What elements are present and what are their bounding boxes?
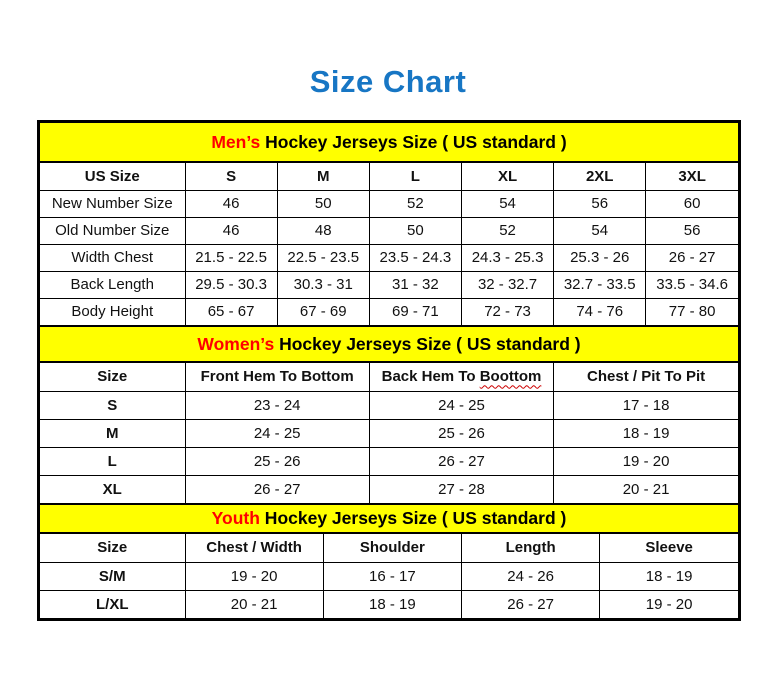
column-header-misspelled	[369, 363, 553, 391]
section-accent-mens: Men’s	[211, 131, 261, 152]
row-label: S/M	[40, 562, 185, 590]
table-row	[40, 244, 738, 271]
table-cell: 69 - 71	[369, 298, 461, 325]
table-row	[40, 217, 738, 244]
table-cell: 23 - 24	[185, 391, 369, 419]
table-cell: 50	[369, 217, 461, 244]
column-header: 2XL	[554, 163, 646, 190]
table-cell: 50	[277, 190, 369, 217]
table-cell: 25 - 26	[185, 447, 369, 475]
column-header-text: Back Hem To	[381, 368, 480, 386]
table-cell: 20 - 21	[185, 590, 323, 618]
page-title: Size Chart	[309, 64, 467, 99]
row-label: L	[40, 447, 185, 475]
row-label: S	[40, 391, 185, 419]
table-cell: 16 - 17	[323, 562, 461, 590]
table-cell: 24.3 - 25.3	[461, 244, 553, 271]
table-cell: 21.5 - 22.5	[185, 244, 277, 271]
table-cell: 46	[185, 190, 277, 217]
table-row	[40, 447, 738, 475]
spellcheck-underlined-word: Boottom	[479, 368, 542, 386]
table-cell: 27 - 28	[369, 475, 553, 503]
row-label: Width Chest	[40, 244, 185, 271]
table-cell: 19 - 20	[600, 590, 738, 618]
section-title-mens: Hockey Jerseys Size ( US standard )	[260, 131, 567, 152]
table-cell: 67 - 69	[277, 298, 369, 325]
table-cell: 26 - 27	[462, 590, 600, 618]
section-title-youth: Hockey Jerseys Size ( US standard )	[259, 508, 567, 528]
table-cell: 18 - 19	[600, 562, 738, 590]
table-cell: 24 - 25	[185, 419, 369, 447]
column-header: Size	[40, 363, 185, 391]
table-row	[40, 419, 738, 447]
table-header-row	[40, 534, 738, 562]
column-header: Sleeve	[600, 534, 738, 562]
table-cell: 65 - 67	[185, 298, 277, 325]
table-header-row	[40, 163, 738, 190]
column-header: M	[277, 163, 369, 190]
table-cell: 22.5 - 23.5	[277, 244, 369, 271]
column-header: L	[369, 163, 461, 190]
column-header: XL	[461, 163, 553, 190]
row-label: New Number Size	[40, 190, 185, 217]
section-header-womens	[40, 325, 738, 363]
table-cell: 20 - 21	[554, 475, 738, 503]
table-cell: 26 - 27	[369, 447, 553, 475]
table-cell: 31 - 32	[369, 271, 461, 298]
column-header: Length	[462, 534, 600, 562]
table-row	[40, 590, 738, 618]
table-cell: 52	[369, 190, 461, 217]
mens-table	[40, 163, 738, 325]
table-cell: 19 - 20	[554, 447, 738, 475]
table-row	[40, 475, 738, 503]
table-cell: 18 - 19	[554, 419, 738, 447]
table-cell: 29.5 - 30.3	[185, 271, 277, 298]
row-label: Back Length	[40, 271, 185, 298]
table-cell: 77 - 80	[646, 298, 738, 325]
section-header-youth	[40, 503, 738, 534]
column-header: US Size	[40, 163, 185, 190]
column-header: Size	[40, 534, 185, 562]
table-cell: 33.5 - 34.6	[646, 271, 738, 298]
table-row	[40, 190, 738, 217]
table-cell: 48	[277, 217, 369, 244]
size-chart-table	[37, 120, 741, 621]
table-cell: 46	[185, 217, 277, 244]
womens-table	[40, 363, 738, 503]
table-cell: 56	[554, 190, 646, 217]
table-cell: 60	[646, 190, 738, 217]
table-cell: 32 - 32.7	[461, 271, 553, 298]
table-cell: 52	[461, 217, 553, 244]
table-cell: 74 - 76	[554, 298, 646, 325]
section-accent-womens: Women’s	[197, 333, 275, 354]
table-cell: 26 - 27	[185, 475, 369, 503]
table-cell: 54	[554, 217, 646, 244]
table-cell: 19 - 20	[185, 562, 323, 590]
column-header: S	[185, 163, 277, 190]
section-header-mens	[40, 123, 738, 163]
table-row	[40, 298, 738, 325]
table-row	[40, 391, 738, 419]
row-label: Body Height	[40, 298, 185, 325]
table-row	[40, 562, 738, 590]
youth-table	[40, 534, 738, 618]
table-cell: 25.3 - 26	[554, 244, 646, 271]
row-label: XL	[40, 475, 185, 503]
table-cell: 23.5 - 24.3	[369, 244, 461, 271]
table-cell: 24 - 25	[369, 391, 553, 419]
table-cell: 25 - 26	[369, 419, 553, 447]
table-cell: 32.7 - 33.5	[554, 271, 646, 298]
column-header: Chest / Pit To Pit	[554, 363, 738, 391]
row-label: M	[40, 419, 185, 447]
table-cell: 30.3 - 31	[277, 271, 369, 298]
column-header: Chest / Width	[185, 534, 323, 562]
table-cell: 26 - 27	[646, 244, 738, 271]
column-header: Front Hem To Bottom	[185, 363, 369, 391]
table-cell: 54	[461, 190, 553, 217]
row-label: Old Number Size	[40, 217, 185, 244]
column-header: Shoulder	[323, 534, 461, 562]
section-accent-youth: Youth	[211, 508, 260, 528]
table-cell: 24 - 26	[462, 562, 600, 590]
table-cell: 17 - 18	[554, 391, 738, 419]
section-title-womens: Hockey Jerseys Size ( US standard )	[274, 333, 581, 354]
table-cell: 56	[646, 217, 738, 244]
table-cell: 18 - 19	[323, 590, 461, 618]
row-label: L/XL	[40, 590, 185, 618]
column-header: 3XL	[646, 163, 738, 190]
table-header-row	[40, 363, 738, 391]
table-row	[40, 271, 738, 298]
table-cell: 72 - 73	[461, 298, 553, 325]
